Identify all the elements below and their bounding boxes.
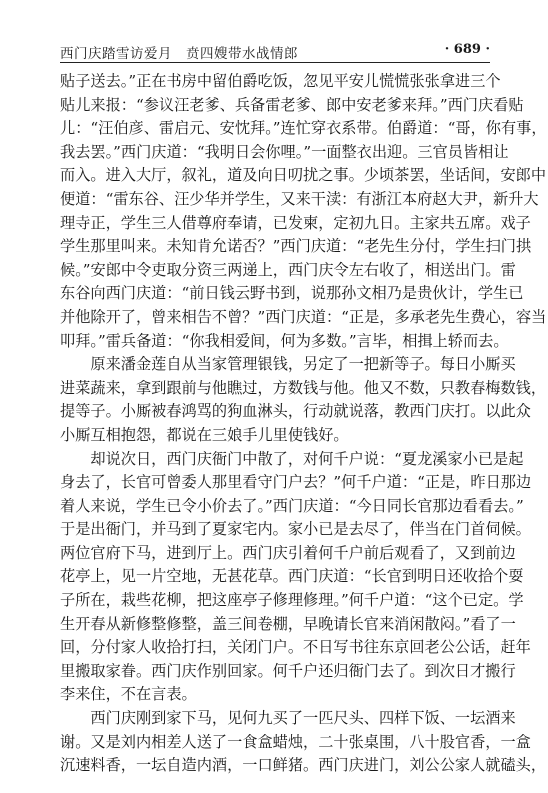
text-line: 理寺正，学生三人借尊府奉请，已发柬，定初九日。主家共五席。戏子 [60,213,531,232]
text-line: 子所在，栽些花柳，把这座亭子修理修理。”何千户道：“这个已定。学 [60,591,524,610]
text-line: 并他除开了，曾来相告不曾？”西门庆道：“正是，多承老先生费心，容当 [60,307,547,326]
text-line: 贴儿来报：“参议汪老爹、兵备雷老爹、郎中安老爹来拜。”西门庆看贴 [60,95,524,114]
text-line: 儿：“汪伯彦、雷启元、安忱拜。”连忙穿衣系带。伯爵道：“哥，你有事， [60,119,547,138]
body-text [60,70,547,778]
text-line: 着人来说，学生已令小价去了。”西门庆道：“今日同长官那边看看去。” [60,496,524,515]
text-line: 却说次日，西门庆衙门中散了，对何千户说：“夏龙溪家小已是起 [60,449,524,468]
running-header [60,40,490,62]
text-line: 进菜蔬来，拿到跟前与他瞧过，方数钱与他。他又不数，只教春梅数钱， [60,378,546,397]
text-line: 西门庆刚到家下马，见何九买了一匹尺头、四样下饭、一坛酒来 [60,709,516,728]
text-line: 李来住，不在言表。 [60,685,197,704]
text-line: 两位官府下马，进到厅上。西门庆引着何千户前后观看了，又到前边 [60,543,516,562]
text-line: 原来潘金莲自从当家管理银钱，另定了一把新等子。每日小厮买 [60,355,516,374]
page-number: · 689 · [444,42,490,57]
text-line: 小厮互相抱怨，都说在三娘手儿里使钱好。 [60,425,349,444]
text-line: 于是出衙门，并马到了夏家宅内。家小已是去尽了，伴当在门首伺候。 [60,520,531,539]
text-line: 东谷向西门庆道：“前日钱云野书到，说那孙文相乃是贵伙计，学生已 [60,284,524,303]
text-line: 花亭上，见一片空地，无甚花草。西门庆道：“长官到明日还收拾个耍 [60,567,524,586]
text-line: 身去了，长官可曾委人那里看守门户去？”何千户道：“正是，昨日那边 [60,473,532,492]
text-line: 贴子送去。”正在书房中留伯爵吃饭，忽见平安儿慌慌张张拿进三个 [60,72,501,90]
text-line: 叩拜。”雷兵备道：“你我相爱间，何为多数。”言毕，相揖上轿而去。 [60,331,509,350]
text-line: 候。”安郎中令吏取分资三两递上，西门庆令左右收了，相送出门。雷 [60,260,516,279]
text-line: 而入。进入大厅，叙礼，道及向日叨扰之事。少顷茶罢，坐话间，安郎中 [60,166,546,185]
text-line: 沉速料香，一坛自造内酒，一口鲜猪。西门庆进门，刘公公家人就磕头， [60,756,546,775]
header-rule [60,62,490,63]
text-line: 便道：“雷东谷、汪少华并学生，又来干渎：有浙江本府赵大尹，新升大 [60,189,539,208]
text-line: 学生那里叫来。未知肯允诺否？”西门庆道：“老先生分付，学生扫门拱 [60,237,532,256]
text-line: 提等子。小厮被春鸿骂的狗血淋头，行动就说落，教西门庆打。以此众 [60,402,531,421]
text-line: 我去罢。”西门庆道：“我明日会你哩。”一面整衣出迎。三官员皆相让 [60,142,509,161]
text-line: 生开春从新修整修整，盖三间卷棚，早晚请长官来消闲散闷。”看了一 [60,614,516,633]
text-line: 里搬取家眷。西门庆作别回家。何千户还归衙门去了。到次日才搬行 [60,661,516,680]
text-line: 谢。又是刘内相差人送了一食盒蜡烛，二十张桌围，八十股官香，一盒 [60,732,531,751]
running-title: 西门庆踏雪访爱月 贲四嫂带水战情郎 [60,46,298,62]
text-line: 回，分付家人收拾打扫，关闭门户。不日写书往东京回老公公话，赶年 [60,638,531,657]
